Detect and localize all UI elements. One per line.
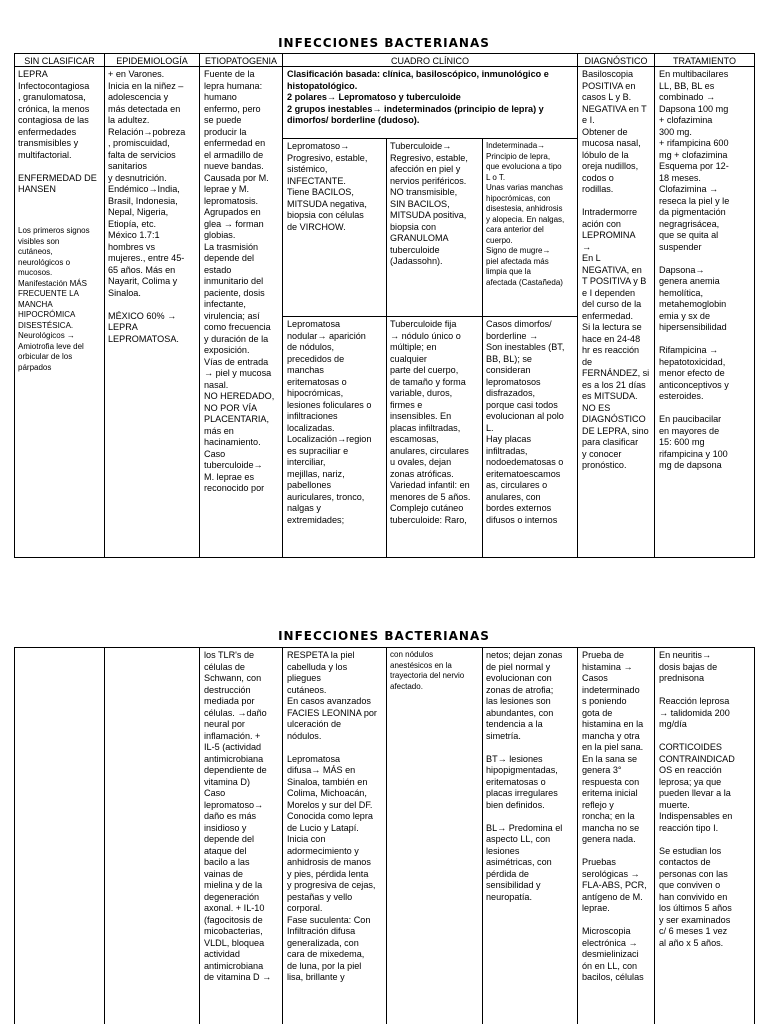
header-etiopatogenia: ETIOPATOGENIA (199, 53, 283, 67)
header-epidemiologia: EPIDEMIOLOGÍA (104, 53, 200, 67)
tratamiento-text: En multibacilares LL, BB, BL es combinado → Dapsona 100 mg + clofazimina 300 mg. + rifampicina 600 mg + clofazimina Esquema por 12- 18 meses. Clofazimina → reseca la piel y le da pigmentación negragrisácea, que se quita al suspender Dapsona→ genera anemia hemolítica, metahemoglobin emia y sx de hipersensibilidad Rifampicina → hepatotoxicidad, menor efecto de anticonceptivos y esteroides. En paucibacilar en mayores de 15: 600 mg rifampicina y 100 mg de dapsona (659, 69, 730, 470)
header-cuadro-clinico: CUADRO CLÍNICO (282, 53, 578, 67)
lepromatoso-text: Lepromatoso→ Progresivo, estable, sistémico, INFECTANTE. Tiene BACILOS, MITSUDA negativa, biopsia con células de VIRCHOW. (287, 141, 368, 232)
lepromatosa-nodular-text: Lepromatosa nodular→ aparición de nódulos, precedidos de manchas eritematosas o hipocrómicas, lesiones foliculares o infiltraciones localizadas. Localización→region es supraciliar e interciliar, mejillas, nariz, pabellones auriculares, tronco, nalgas y extremidades; (287, 319, 372, 525)
diagnostico-text-2: Prueba de histamina → Casos indeterminado s poniendo gota de histamina en la mancha y otra en la piel sana. En la sana se genera 3° respuesta con eritema inicial reflejo y roncha; en la mancha no se genera nada. Pruebas serológicas → FLA-ABS, PCR, antígeno de M. leprae. Microscopia electrónica → desmielinizaci ón en LL, con bacilos, células (582, 650, 647, 982)
sin-clasificar-text: LEPRA Infectocontagiosa , granulomatosa, crónica, la menos contagiosa de las enfermedades transmisibles y multifactorial. ENFERMEDAD DE HANSEN (18, 69, 97, 194)
page-title-2: INFECCIONES BACTERIANAS (278, 629, 490, 643)
header-diagnostico: DIAGNÓSTICO (577, 53, 655, 67)
cuadro-clinico-intro: Clasificación basada: clínica, basiloscópico, inmunológico e histopatológico. 2 polares→ Lepromatoso y tuberculoide 2 grupos inestables→ indeterminados (principio de lepra) y dimorfos/ borderline (dudoso). (287, 69, 549, 125)
diagnostico-text: Basiloscopia POSITIVA en casos L y B. NEGATIVA en T e I. Obtener de mucosa nasal, lóbulo de la oreja nudillos, codos o rodillas. Intradermorre ación con LEPROMINA → En L NEGATIVA, en T POSITIVA y B e I dependen del curso de la enfermedad. Si la lectura se hace en 24-48 hr es reacción de FERNÁNDEZ, si es a los 21 días es MITSUDA. NO ES DIAGNÓSTICO DE LEPRA, sino para clasificar y conocer pronóstico. (582, 69, 650, 470)
epidemiologia-text: + en Varones. Inicia en la niñez – adolescencia y más detectada en la adultez. Relación→pobreza , promiscuidad, falta de servicios sanitarios y desnutrición. Endémico→India, Brasil, Indonesia, Nepal, Nigeria, Etiopía, etc. México 1.7:1 hombres vs mujeres., entre 45- 65 años. Más en Nayarit, Colima y Sinaloa. MÉXICO 60% → LEPRA LEPROMATOSA. (108, 69, 186, 344)
tratamiento-text-2: En neuritis→ dosis bajas de prednisona Reacción leprosa → talidomida 200 mg/día CORTICOIDES CONTRAINDICAD OS en reacción leprosa; ya que pueden llevar a la muerte. Indispensables en reacción tipo I. Se estudian los contactos de personas con las que conviven o han convivido en los últimos 5 años y ser examinados c/ 6 meses 1 vez al año x 5 años. (659, 650, 735, 948)
dimorfos-text: Casos dimorfos/ borderline → Son inestables (BT, BB, BL); se consideran lepromatosos disfrazados, porque casi todos evolucionan al polo L. Hay placas infiltradas, nodoedematosas o eritematoescamos as, circulares o anulares, con bordes externos difusos o internos (486, 319, 565, 525)
header-sin-clasificar: SIN CLASIFICAR (14, 53, 105, 67)
header-tratamiento: TRATAMIENTO (654, 53, 755, 67)
sin-clasificar-signs: Los primeros signos visibles son cutáneos, neurológicos o mucosos. Manifestación MÁS FRECUENTE LA MANCHA HIPOCRÓMICA DISESTÉSICA. Neurológicos → Amiotrofia leve del orbicular de los párpados (18, 226, 90, 372)
cuadro-clinico-text-2c: netos; dejan zonas de piel normal y evolucionan con zonas de atrofia; las lesiones son abundantes, con tendencia a la simetría. BT→ lesiones hipopigmentadas, eritematosas o placas irregulares bien definidos. BL→ Predomina el aspecto LL, con lesiones asimétricas, con pérdida de sensibilidad y neuropatía. (486, 650, 563, 902)
page-title: INFECCIONES BACTERIANAS (278, 36, 490, 50)
etiopatogenia-text-2: los TLR's de células de Schwann, con destrucción mediada por células. →daño neural por inflamación. + IL-5 (actividad antimicrobiana dependiente de vitamina D) Caso lepromatoso→ daño es más insidioso y depende del ataque del bacilo a las vainas de mielina y de la degeneración axonal. + IL-10 (fagocitosis de micobacterias, VLDL, bloquea actividad antimicrobiana de vitamina D → (204, 650, 272, 982)
etiopatogenia-text: Fuente de la lepra humana: humano enfermo, pero se puede producir la enfermedad en el armadillo de nueve bandas. Causada por M. leprae y M. lepromatosis. Agrupados en glea → forman globias. La trasmisión depende del estado inmunitario del paciente, dosis infectante, virulencia; así como frecuencia y duración de la exposición. Vías de entrada → piel y mucosa nasal. NO HEREDADO, NO POR VÍA PLACENTARIA, más en hacinamiento. Caso tuberculoide→ M. leprae es reconocido por (204, 69, 275, 493)
tuberculoide-text: Tuberculoide→ Regresivo, estable, afección en piel y nervios periféricos. NO transmisible, SIN BACILOS, MITSUDA positiva, biopsia con GRANULOMA tuberculoide (Jadassohn). (390, 141, 468, 266)
cuadro-clinico-text-2a: RESPETA la piel cabelluda y los pliegues cutáneos. En casos avanzados FACIES LEONINA por ulceración de nódulos. Lepromatosa difusa→ MÁS en Sinaloa, también en Colima, Michoacán, Morelos y sur del DF. Conocida como lepra de Lucio y Latapí. Inicia con adormecimiento y anhidrosis de manos y pies, pérdida lenta y progresiva de cejas, pestañas y vello corporal. Fase suculenta: Con Infiltración difusa generalizada, con cara de mixedema, de luna, por la piel lisa, brillante y (287, 650, 377, 982)
indeterminada-text: Indeterminada→ Principio de lepra, que evoluciona a tipo L o T. Unas varias manchas hipocrómicas, con disestesia, anhidrosis y alopecia. En nalgas, cara anterior del cuerpo. Signo de mugre→ piel afectada más limpia que la afectada (Castañeda) (486, 141, 565, 287)
tuberculoide-fija-text: Tuberculoide fija → nódulo único o múltiple; en cualquier parte del cuerpo, de tamaño y forma variable, duros, firmes e insensibles. En placas infiltradas, escamosas, anulares, circulares u ovales, dejan zonas atróficas. Variedad infantil: en menores de 5 años. Complejo cutáneo tuberculoide: Raro, (390, 319, 471, 525)
cuadro-clinico-text-2b: con nódulos anestésicos en la trayectoria del nervio afectado. (390, 650, 465, 691)
